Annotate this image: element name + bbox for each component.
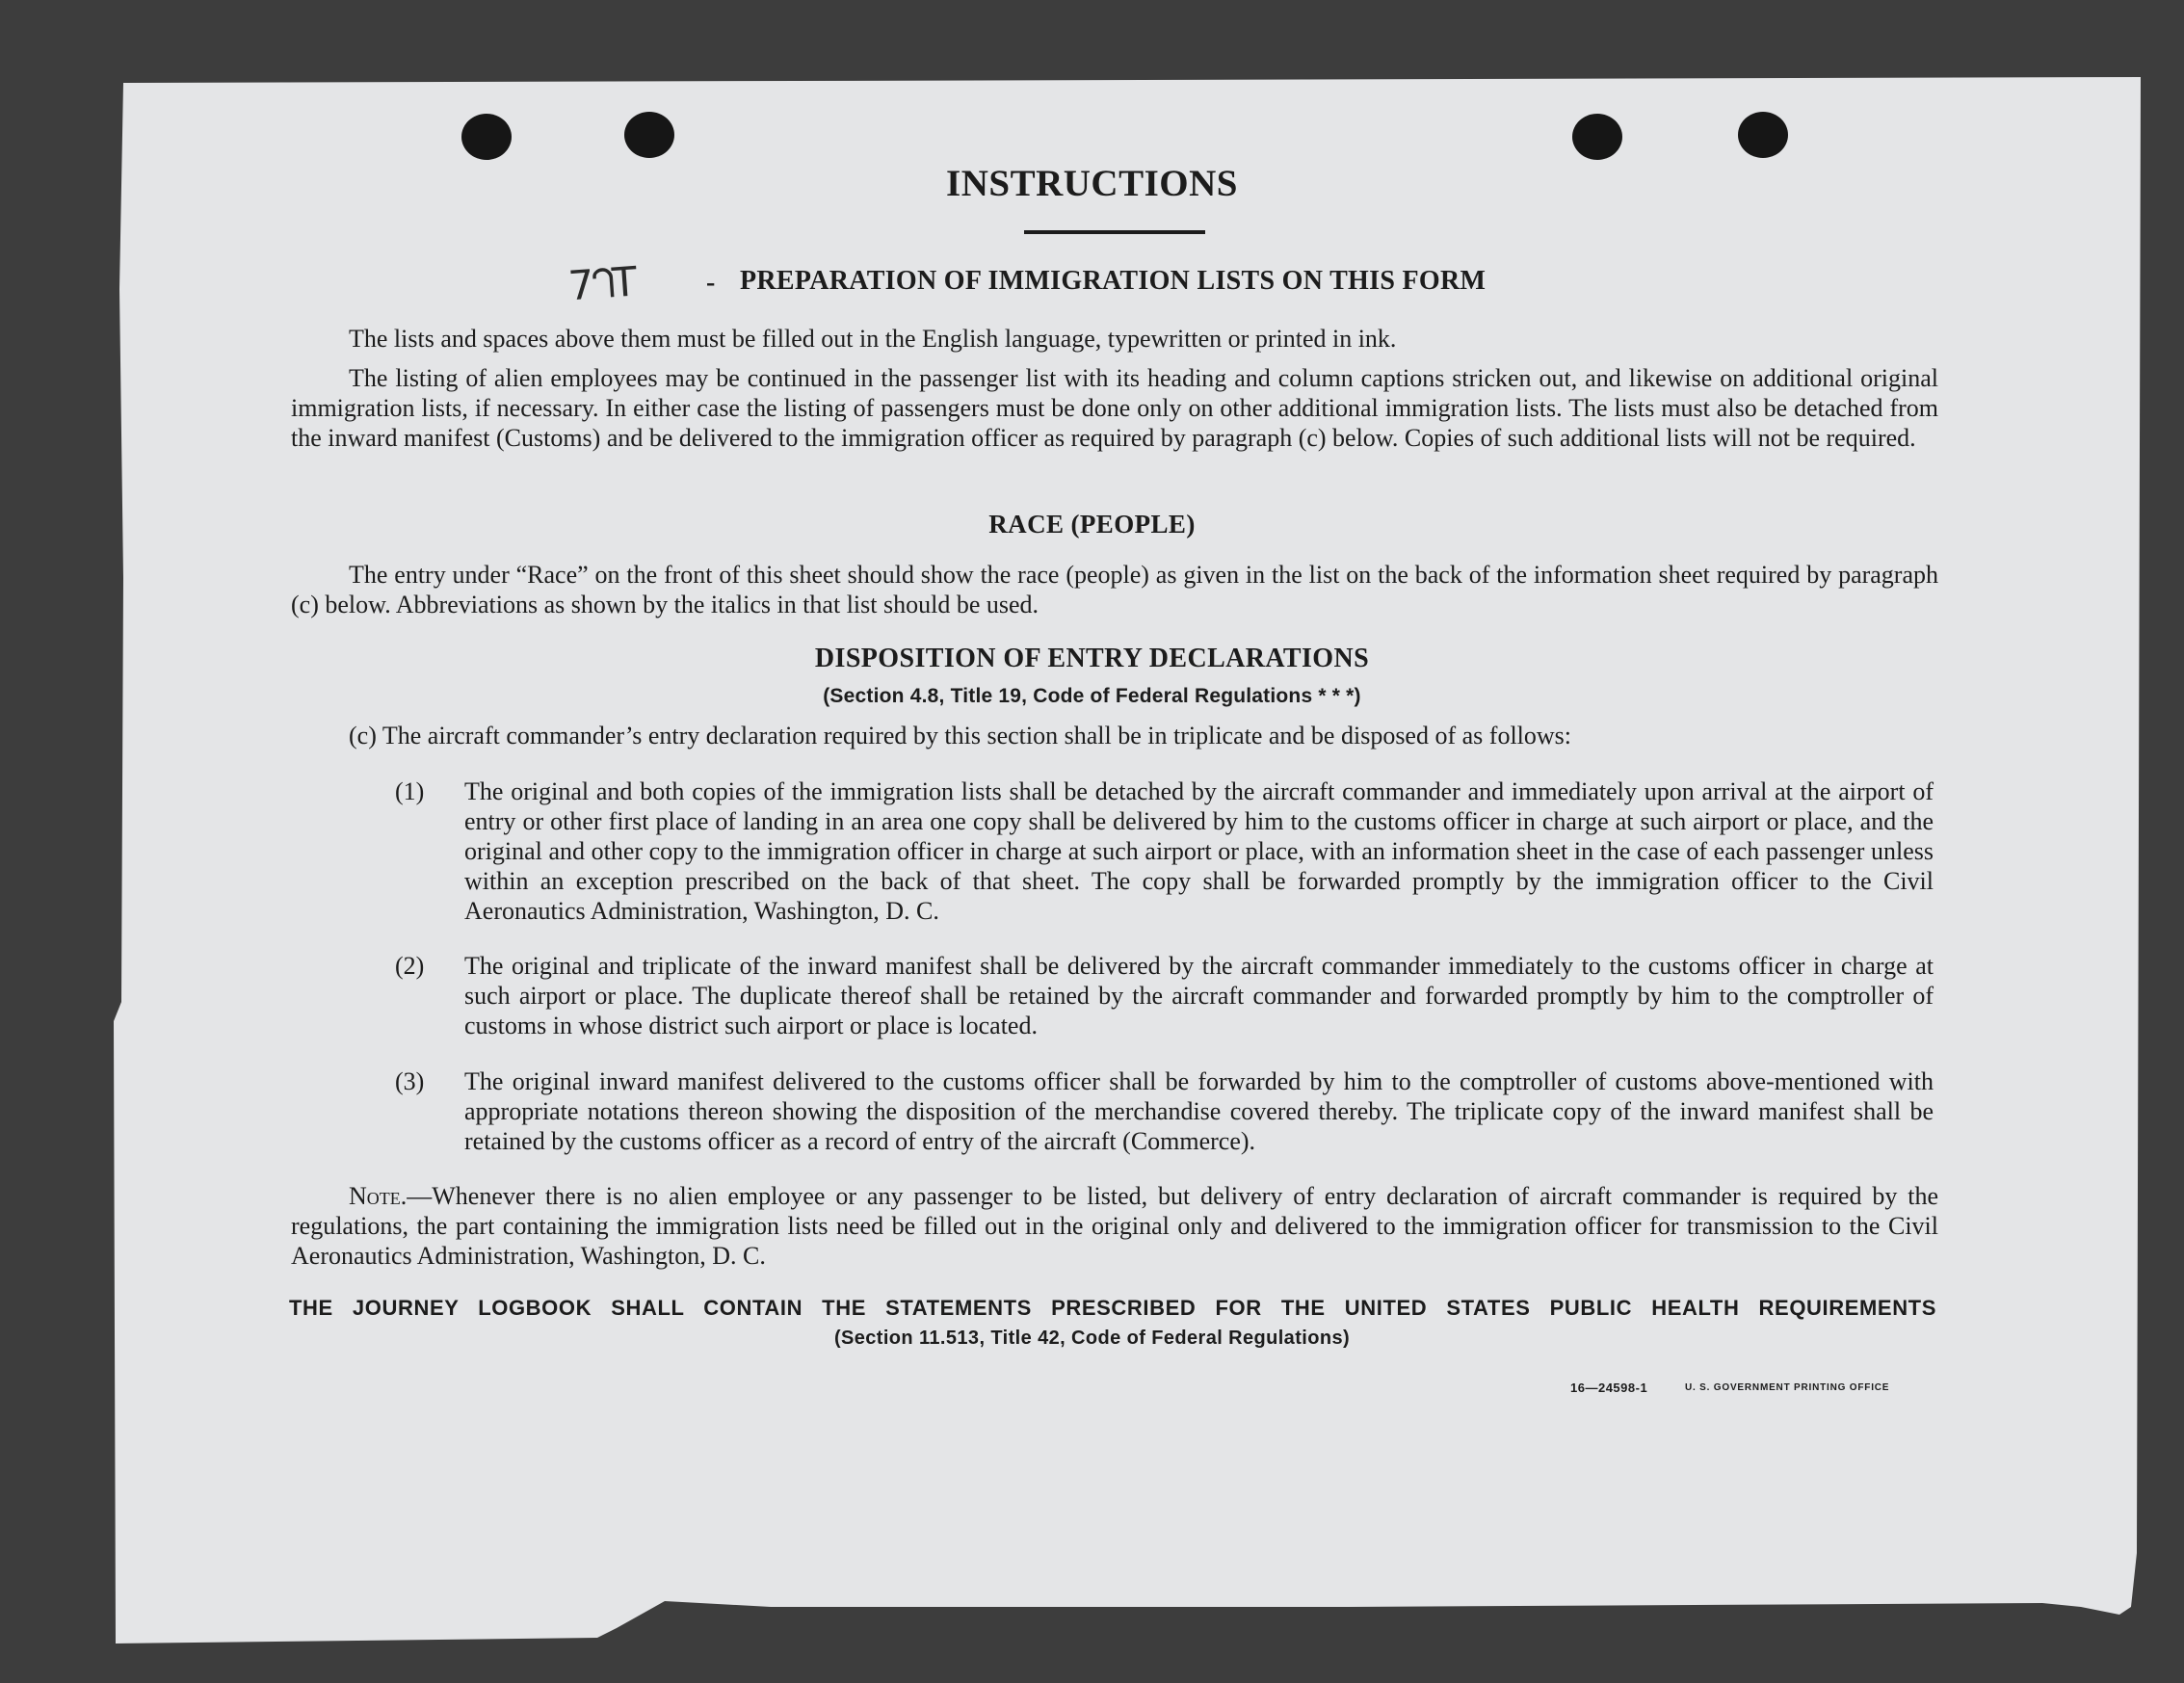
list-item bbox=[395, 1066, 1934, 1156]
disposition-heading: DISPOSITION OF ENTRY DECLARATIONS bbox=[814, 644, 1370, 673]
paragraph-language: The lists and spaces above them must be filled out in the English language, typewritten or printed in ink. bbox=[349, 325, 1397, 353]
note-text: —Whenever there is no alien employee or any passenger to be listed, but delivery of entry declaration of aircraft commander is required by the regulations, the part containing the immigration lists need be filled out in the original only and delivered to the immigration officer for transmission to the Civil Aeronautics Administration, Washington, D. C. bbox=[291, 1182, 1938, 1270]
section-heading: PREPARATION OF IMMIGRATION LISTS ON THIS FORM bbox=[740, 266, 1487, 296]
note-paragraph bbox=[291, 1181, 1938, 1271]
logbook-requirement: THE JOURNEY LOGBOOK SHALL CONTAIN THE STATEMENTS PRESCRIBED FOR THE UNITED STATES PUBLIC HEALTH REQUIREMENTS bbox=[289, 1296, 1936, 1320]
item-text: The original inward manifest delivered to the customs officer shall be forwarded by him to the comptroller of customs above-mentioned with appropriate notations thereon showing the disposition of the merchandise covered thereby. The triplicate copy of the inward manifest shall be retained by the customs officer as a record of entry of the aircraft (Commerce). bbox=[464, 1067, 1934, 1155]
logbook-citation: (Section 11.513, Title 42, Code of Federal Regulations) bbox=[833, 1328, 1351, 1349]
disposition-citation: (Section 4.8, Title 19, Code of Federal Regulations * * *) bbox=[823, 685, 1361, 707]
list-item bbox=[395, 951, 1934, 1040]
item-text: The original and both copies of the immigration lists shall be detached by the aircraft commander and immediately upon arrival at the airport of entry or other first place of landing in an area one copy shall be delivered by him to the customs officer in charge at such airport or place, and the original and other copy to the immigration officer in charge at such airport or place, with an information sheet in the case of each passenger unless within an exception prescribed on the back of that sheet. The copy shall be forwarded promptly by the immigration officer to the Civil Aeronautics Administration, Washington, D. C. bbox=[464, 777, 1934, 925]
item-number: (2) bbox=[395, 952, 425, 980]
binder-hole bbox=[624, 112, 674, 158]
handwritten-mark: 7ᘃT bbox=[566, 257, 636, 310]
item-number: (1) bbox=[395, 777, 425, 805]
printing-office: U. S. GOVERNMENT PRINTING OFFICE bbox=[1685, 1382, 1890, 1393]
race-heading: RACE (PEOPLE) bbox=[988, 510, 1196, 539]
list-item bbox=[395, 776, 1934, 926]
note-label: Note. bbox=[349, 1182, 408, 1210]
item-text: The original and triplicate of the inward manifest shall be delivered by the aircraft commander immediately to the customs officer in charge at such airport or place. The duplicate thereof shall be retained by the aircraft commander and forwarded promptly by him to the comptroller of customs in whose district such airport or place is located. bbox=[464, 952, 1934, 1039]
binder-hole bbox=[1738, 112, 1788, 158]
binder-hole bbox=[461, 114, 512, 160]
clause-c: (c) The aircraft commander’s entry declaration required by this section shall be in triplicate and be disposed of as follows: bbox=[349, 722, 1572, 749]
form-number: 16—24598-1 bbox=[1570, 1381, 1648, 1395]
section-dash: - bbox=[706, 268, 716, 298]
page-title: INSTRUCTIONS bbox=[946, 163, 1238, 204]
title-underline bbox=[1024, 230, 1205, 234]
paragraph-alien-employees: The listing of alien employees may be continued in the passenger list with its heading and column captions stricken out, and likewise on additional original immigration lists, if necessary. In either case the listing of passengers must be done only on other additional immigration lists. The lists must also be detached from the inward manifest (Customs) and be delivered to the immigration officer as required by paragraph (c) below. Copies of such additional lists will not be required. bbox=[291, 364, 1938, 452]
binder-hole bbox=[1572, 114, 1622, 160]
item-number: (3) bbox=[395, 1067, 425, 1095]
race-paragraph: The entry under “Race” on the front of this sheet should show the race (people) as given in the list on the back of the information sheet required by paragraph (c) below. Abbreviations as shown by the italics in that list should be used. bbox=[291, 561, 1938, 618]
